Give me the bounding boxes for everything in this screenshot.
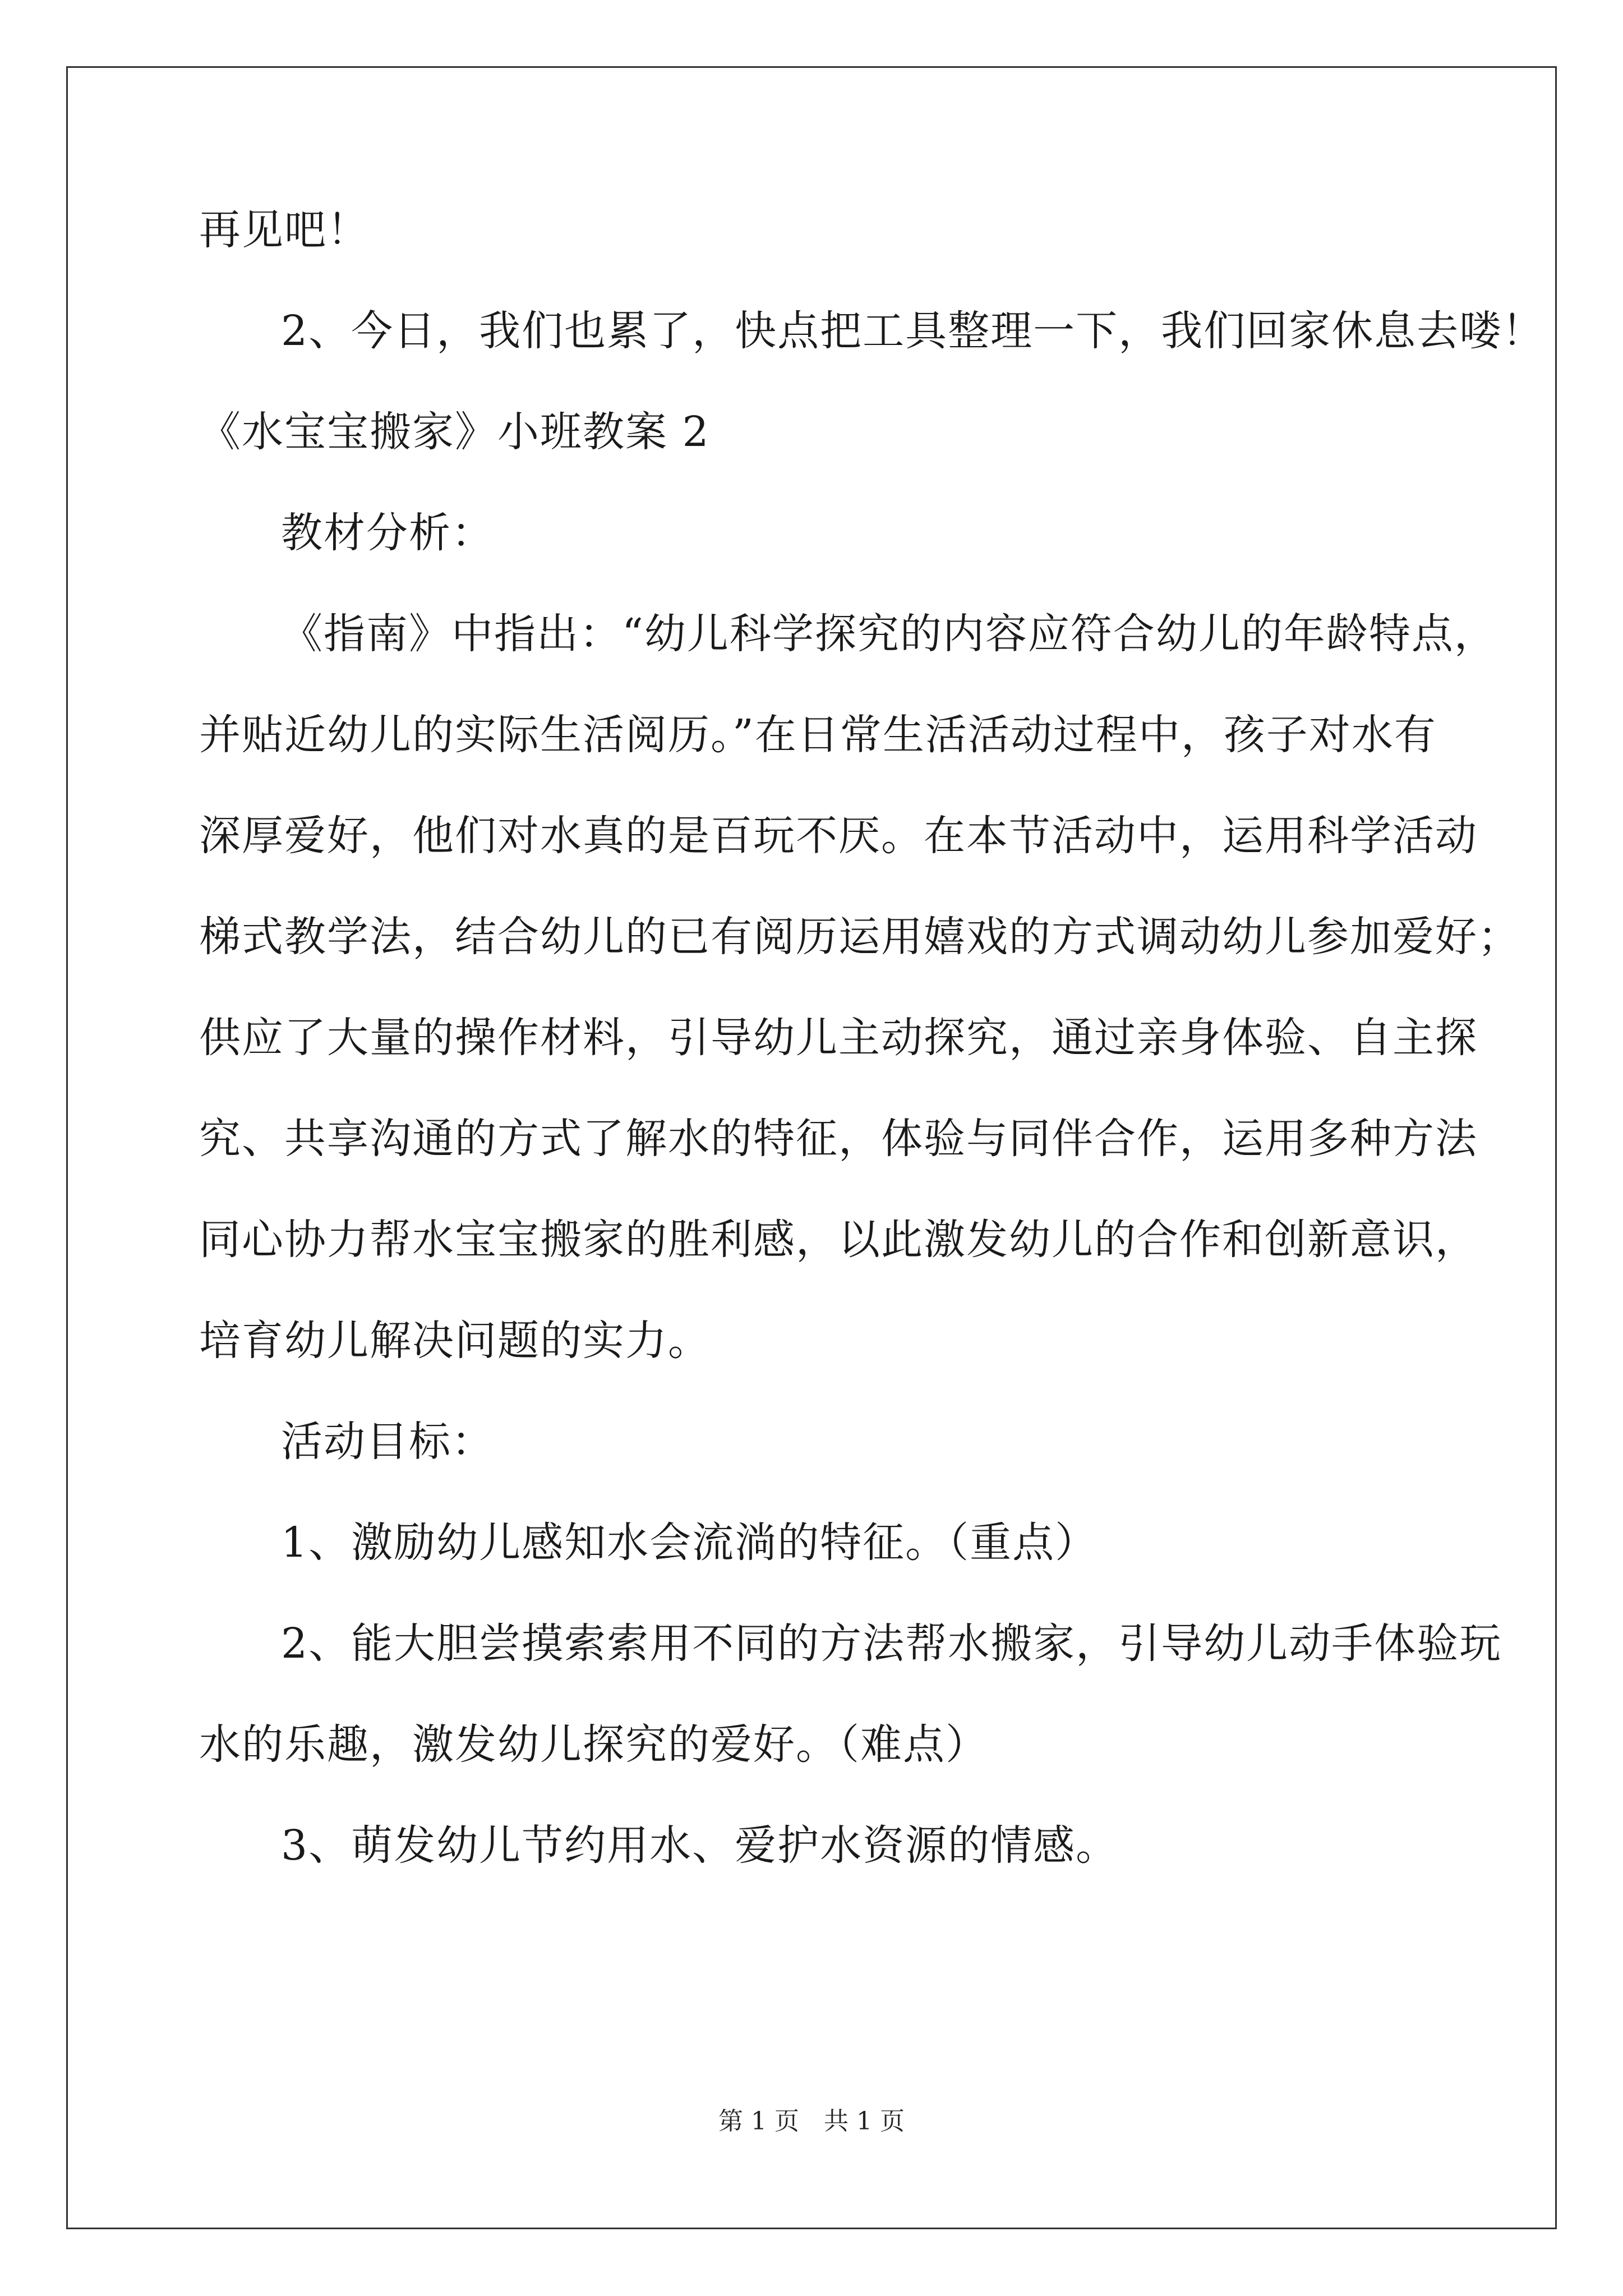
text-line: 1、激励幼儿感知水会流淌的特征。（重点） <box>281 1519 1098 1567</box>
text-line: 深厚爱好，他们对水真的是百玩不厌。在本节活动中，运用科学活动 <box>199 812 1478 860</box>
text-line: 究、共享沟通的方式了解水的特征，体验与同伴合作，运用多种方法 <box>199 1115 1478 1163</box>
text-line: 水的乐趣，激发幼儿探究的爱好。（难点） <box>199 1720 988 1769</box>
text-line: 2、能大胆尝摸索索用不同的方法帮水搬家，引导幼儿动手体验玩 <box>281 1619 1502 1668</box>
section-heading: 《水宝宝搬家》小班教案 2 <box>199 408 710 456</box>
text-line: 同心协力帮水宝宝搬家的胜利感，以此激发幼儿的合作和创新意识， <box>199 1216 1478 1264</box>
text-line: 《指南》中指出：“幼儿科学探究的内容应符合幼儿的年龄特点， <box>281 610 1497 658</box>
page-footer: 第 1 页 共 1 页 <box>718 2107 905 2136</box>
subheading: 活动目标： <box>281 1418 494 1466</box>
text-line: 再见吧！ <box>199 206 370 254</box>
text-line: 3、萌发幼儿节约用水、爱护水资源的情感。 <box>281 1821 1119 1870</box>
text-line: 2、今日，我们也累了，快点把工具整理一下，我们回家休息去喽！ <box>281 307 1545 355</box>
text-line: 并贴近幼儿的实际生活阅历。”在日常生活活动过程中，孩子对水有 <box>199 711 1437 759</box>
text-line: 供应了大量的操作材料，引导幼儿主动探究，通过亲身体验、自主探 <box>199 1014 1478 1062</box>
text-line: 培育幼儿解决问题的实力。 <box>199 1317 711 1365</box>
text-line: 梯式教学法，结合幼儿的已有阅历运用嬉戏的方式调动幼儿参加爱好； <box>199 913 1520 961</box>
subheading: 教材分析： <box>281 509 494 557</box>
